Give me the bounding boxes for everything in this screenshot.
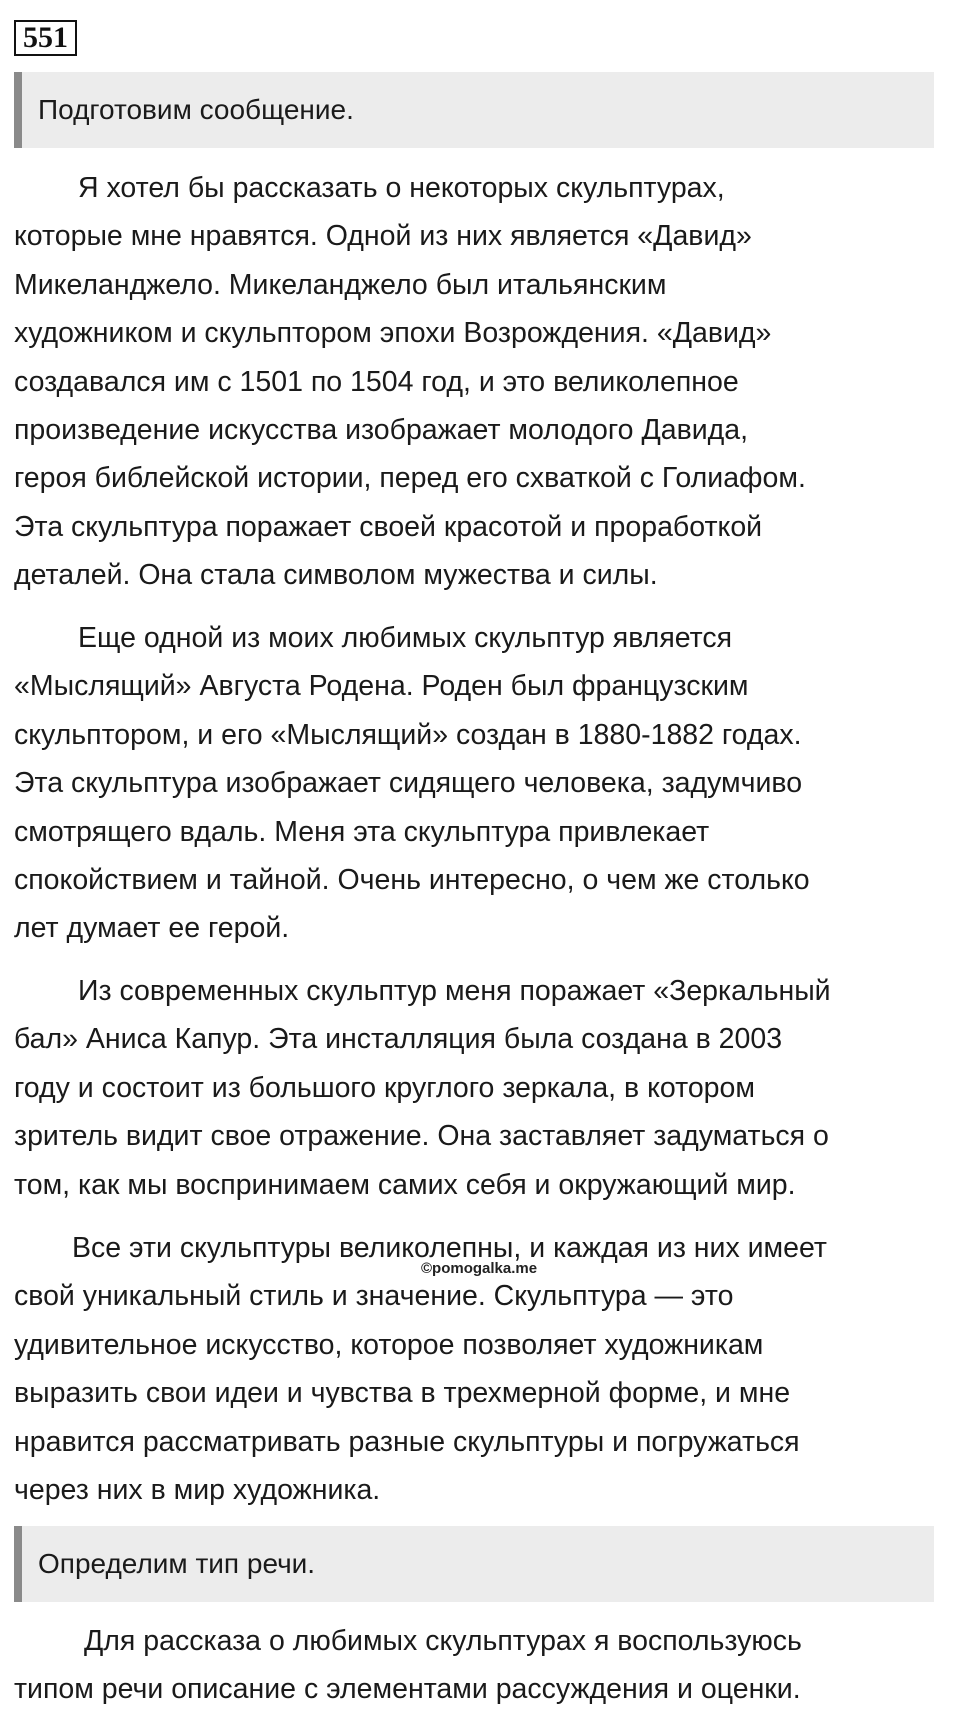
text-line: выразить свои идеи и чувства в трехмерной форме, и мне xyxy=(14,1377,791,1410)
text-line: удивительное искусство, которое позволяет художникам xyxy=(14,1328,764,1361)
section-heading: Определим тип речи. xyxy=(38,1548,316,1579)
text-line: лет думает ее герой. xyxy=(14,912,290,945)
paragraph-speech-type xyxy=(14,1617,954,1714)
text-line: «Мыслящий» Августа Родена. Роден был французским xyxy=(14,670,749,703)
text-line: году и состоит из большого круглого зеркала, в котором xyxy=(14,1071,755,1104)
text-line: через них в мир художника. xyxy=(14,1473,381,1506)
text-line: произведение искусства изображает молодого Давида, xyxy=(14,413,749,446)
paragraph-thinker xyxy=(14,614,954,953)
text-line: Эта скульптура поражает своей красотой и проработкой xyxy=(14,510,763,543)
text-line: Из современных скульптур меня поражает «Зеркальный xyxy=(78,975,831,1007)
text-line: спокойствием и тайной. Очень интересно, о чем же столько xyxy=(14,863,810,896)
text-line: том, как мы воспринимаем самих себя и окружающий мир. xyxy=(14,1168,796,1201)
section-heading-band xyxy=(14,72,934,148)
text-line: смотрящего вдаль. Меня эта скульптура привлекает xyxy=(14,815,710,848)
text-line: бал» Аниса Капур. Эта инсталляция была создана в 2003 xyxy=(14,1023,783,1056)
text-line: свой уникальный стиль и значение. Скульптура — это xyxy=(14,1280,734,1313)
text-line: Еще одной из моих любимых скульптур является xyxy=(78,622,733,654)
text-line: героя библейской истории, перед его схваткой с Голиафом. xyxy=(14,462,806,495)
section-heading-band xyxy=(14,1526,934,1602)
text-line: художником и скульптором эпохи Возрождения. «Давид» xyxy=(14,317,772,350)
paragraph-david xyxy=(14,164,954,600)
text-line: которые мне нравятся. Одной из них является «Давид» xyxy=(14,220,752,253)
text-line: Я хотел бы рассказать о некоторых скульптурах, xyxy=(78,172,725,204)
text-line: создавался им с 1501 по 1504 год, и это великолепное xyxy=(14,365,739,398)
paragraph-mirror xyxy=(14,967,954,1209)
watermark: ©pomogalka.me xyxy=(421,1260,538,1277)
section-heading: Подготовим сообщение. xyxy=(38,94,354,125)
text-line: Для рассказа о любимых скульптурах я воспользуюсь xyxy=(84,1625,802,1657)
text-line: Микеланджело. Микеланджело был итальянским xyxy=(14,268,667,301)
text-line: Эта скульптура изображает сидящего человека, задумчиво xyxy=(14,767,803,800)
text-line: типом речи описание с элементами рассуждения и оценки. xyxy=(14,1673,801,1706)
text-line: Все эти скульптуры великолепны, и каждая из них имеет xyxy=(72,1232,827,1264)
text-line: деталей. Она стала символом мужества и силы. xyxy=(14,559,658,592)
text-line: нравится рассматривать разные скульптуры и погружаться xyxy=(14,1425,800,1458)
task-number: 551 xyxy=(14,20,77,56)
text-line: скульптором, и его «Мыслящий» создан в 1880-1882 годах. xyxy=(14,718,802,751)
text-line: зритель видит свое отражение. Она заставляет задуматься о xyxy=(14,1120,829,1153)
